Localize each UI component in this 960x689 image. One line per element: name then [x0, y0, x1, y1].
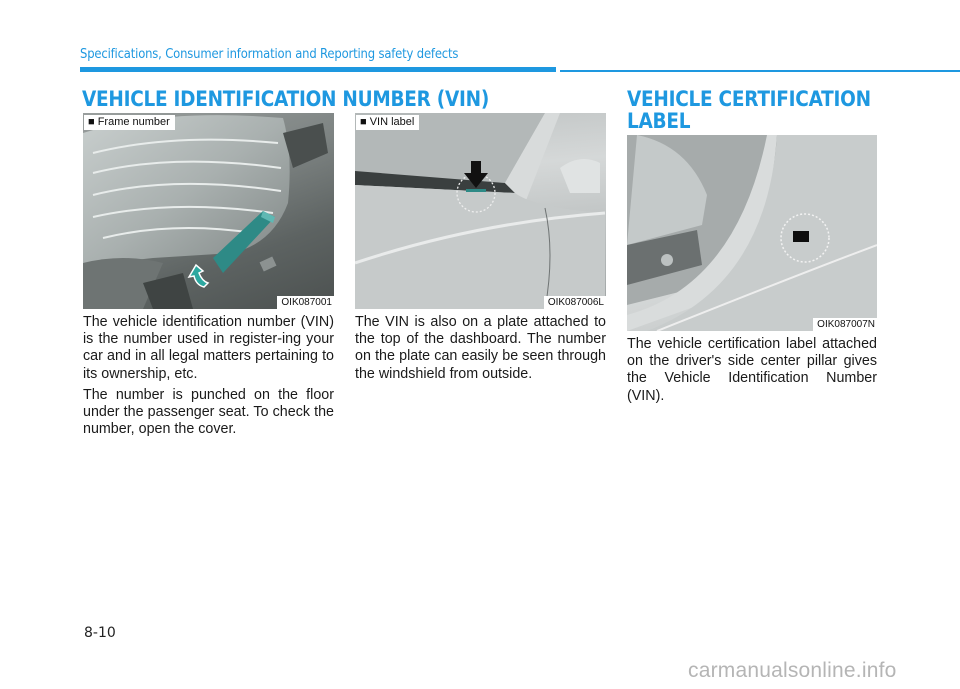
column-2-text [355, 314, 606, 387]
figure-certification-label [627, 135, 877, 331]
header-rule-thin [560, 70, 960, 72]
column-1-text [83, 314, 334, 442]
heading-vin: VEHICLE IDENTIFICATION NUMBER (VIN) [82, 87, 490, 111]
figure-code: OIK087006L [544, 296, 606, 309]
figure-caption: ■ Frame number [84, 115, 175, 130]
figure-caption: ■ VIN label [356, 115, 419, 130]
figure-code: OIK087001 [277, 296, 334, 309]
header-rule-thick [80, 67, 556, 72]
paragraph: The number is punched on the floor under the passenger seat. To check the number, open the cover. [83, 386, 334, 438]
windshield-illustration [355, 113, 606, 309]
paragraph: The VIN is also on a plate attached to the top of the dashboard. The number on the plate can easily be seen through the windshield from outside. [355, 314, 606, 382]
watermark: carmanualsonline.info [688, 659, 897, 682]
figure-frame-number [83, 113, 334, 309]
page-number: 8-10 [84, 625, 116, 641]
arrow-down-icon [463, 161, 489, 189]
section-title: Specifications, Consumer information and Reporting safety defects [80, 46, 459, 62]
paragraph: The vehicle identification number (VIN) is the number used in register-ing your car and in all legal matters pertaining to its ownership, etc. [83, 314, 334, 382]
heading-certification-line1: VEHICLE CERTIFICATION [627, 87, 871, 111]
door-pillar-illustration [627, 135, 877, 331]
section-header [80, 46, 520, 62]
heading-certification-line2: LABEL [627, 109, 691, 133]
arrow-pointer-icon [186, 263, 212, 289]
figure-code: OIK087007N [813, 318, 877, 331]
column-3-text [627, 336, 877, 409]
figure-vin-label [355, 113, 606, 309]
paragraph: The vehicle certification label attached on the driver's side center pillar gives the Vehicle Identification Number (VIN). [627, 336, 877, 404]
